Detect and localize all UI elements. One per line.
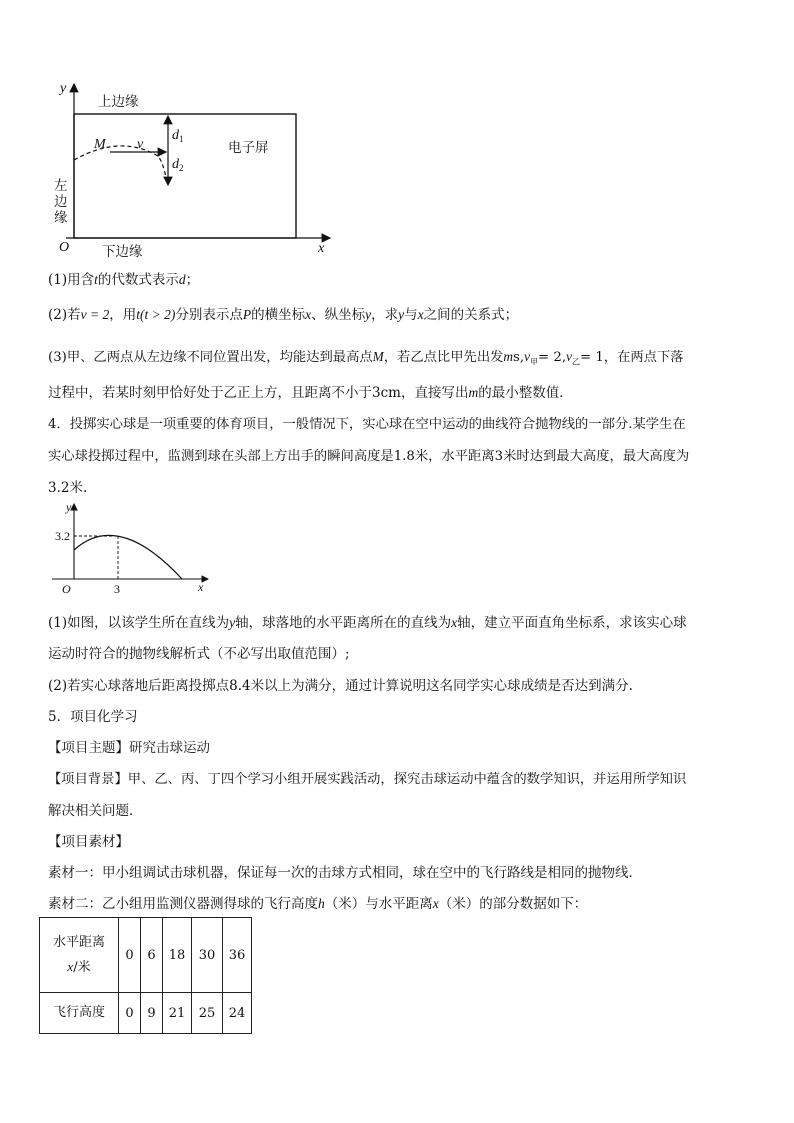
q3-part1: (1)用含t的代数式表示d； — [48, 272, 200, 288]
screen-diagram — [40, 78, 340, 260]
table-cell: 0 — [119, 918, 141, 993]
q4-part1-line1: (1)如图，以该学生所在直线为y轴，球落地的水平距离所在的直线为x轴，建立平面直角坐标系，求该实心球 — [48, 615, 687, 631]
q4-part1-line2: 运动时符合的抛物线解析式（不必写出取值范围）; — [48, 646, 350, 662]
q5-heading: 5．项目化学习 — [48, 709, 138, 725]
y-tick-label: 3.2 — [55, 529, 70, 543]
q5-theme: 【项目主题】研究击球运动 — [48, 740, 210, 756]
flight-data-table — [39, 917, 252, 1034]
table-row — [40, 993, 252, 1034]
x-axis-label: x — [198, 580, 204, 594]
q3-part3-line1: (3)甲、乙两点从左边缘不同位置出发，均能达到最高点M，若乙点比甲先出发$ms,v_甲= 2,v_乙= 1$，在两点下落 — [48, 349, 684, 367]
table-cell: 18 — [163, 918, 192, 993]
y-axis-label: y — [60, 81, 67, 96]
origin-label: O — [59, 240, 70, 255]
table-cell: 24 — [223, 993, 252, 1034]
top-edge-label: 上边缘 — [98, 94, 139, 109]
velocity-label: v — [137, 137, 144, 152]
row-header-distance: 水平距离 x/米 — [40, 918, 119, 993]
table-cell: 21 — [163, 993, 192, 1034]
d1-label: $d_1$ — [172, 128, 184, 144]
left-edge-label-1: 左 — [54, 178, 68, 193]
shotput-graph — [48, 500, 218, 600]
screen-label: 电子屏 — [228, 140, 269, 155]
q5-materials-heading: 【项目素材】 — [48, 834, 129, 850]
table-cell: 6 — [141, 918, 163, 993]
bottom-edge-label: 下边缘 — [102, 244, 143, 259]
table-cell: 30 — [192, 918, 223, 993]
q5-background-line1: 【项目背景】甲、乙、丙、丁四个学习小组开展实践活动，探究击球运动中蕴含的数学知识，并运用所学知识 — [48, 772, 687, 787]
table-cell: 9 — [141, 993, 163, 1034]
q3-part2: (2)若v = 2，用t(t > 2)分别表示点P的横坐标x、纵坐标y，求y与x之间的关系式； — [48, 307, 519, 323]
x-tick-label: 3 — [114, 582, 120, 596]
q4-stem-line2: 实心球投掷过程中，监测到球在头部上方出手的瞬间高度是1.8米，水平距离3米时达到最大高度，最大高度为 — [48, 449, 690, 464]
parabola-curve — [74, 535, 182, 579]
table-row — [40, 918, 252, 993]
q4-stem-line3: 3.2米. — [48, 480, 88, 496]
left-edge-label-2: 边 — [54, 194, 68, 209]
q5-background-line2: 解决相关问题． — [48, 803, 143, 819]
table-cell: 36 — [223, 918, 252, 993]
q5-material2: 素材二：乙小组用监测仪器测得球的飞行高度h（米）与水平距离x（米）的部分数据如下： — [48, 896, 588, 912]
q4-part2: (2)若实心球落地后距离投掷点8.4米以上为满分，通过计算说明这名同学实心球成绩是否达到满分. — [48, 678, 633, 694]
left-edge-label-3: 缘 — [54, 210, 68, 225]
q4-stem-line1: 4．投掷实心球是一项重要的体育项目，一般情况下，实心球在空中运动的曲线符合抛物线的一部分.某学生在 — [48, 417, 686, 432]
x-axis-label: x — [318, 241, 325, 256]
screen-rectangle — [74, 114, 296, 238]
table-cell: 0 — [119, 993, 141, 1034]
d2-label: $d_2$ — [172, 157, 184, 173]
table-cell: 25 — [192, 993, 223, 1034]
row-header-height: 飞行高度 — [40, 993, 119, 1034]
origin-label: O — [62, 582, 71, 596]
q3-part3-line2: 过程中，若某时刻甲恰好处于乙正上方，且距离不小于3cm，直接写出m的最小整数值． — [48, 385, 573, 401]
y-axis-label: y — [66, 500, 72, 514]
q5-material1: 素材一：甲小组调试击球机器，保证每一次的击球方式相同，球在空中的飞行路线是相同的抛物线． — [48, 865, 642, 881]
point-m-label: M — [94, 137, 106, 152]
